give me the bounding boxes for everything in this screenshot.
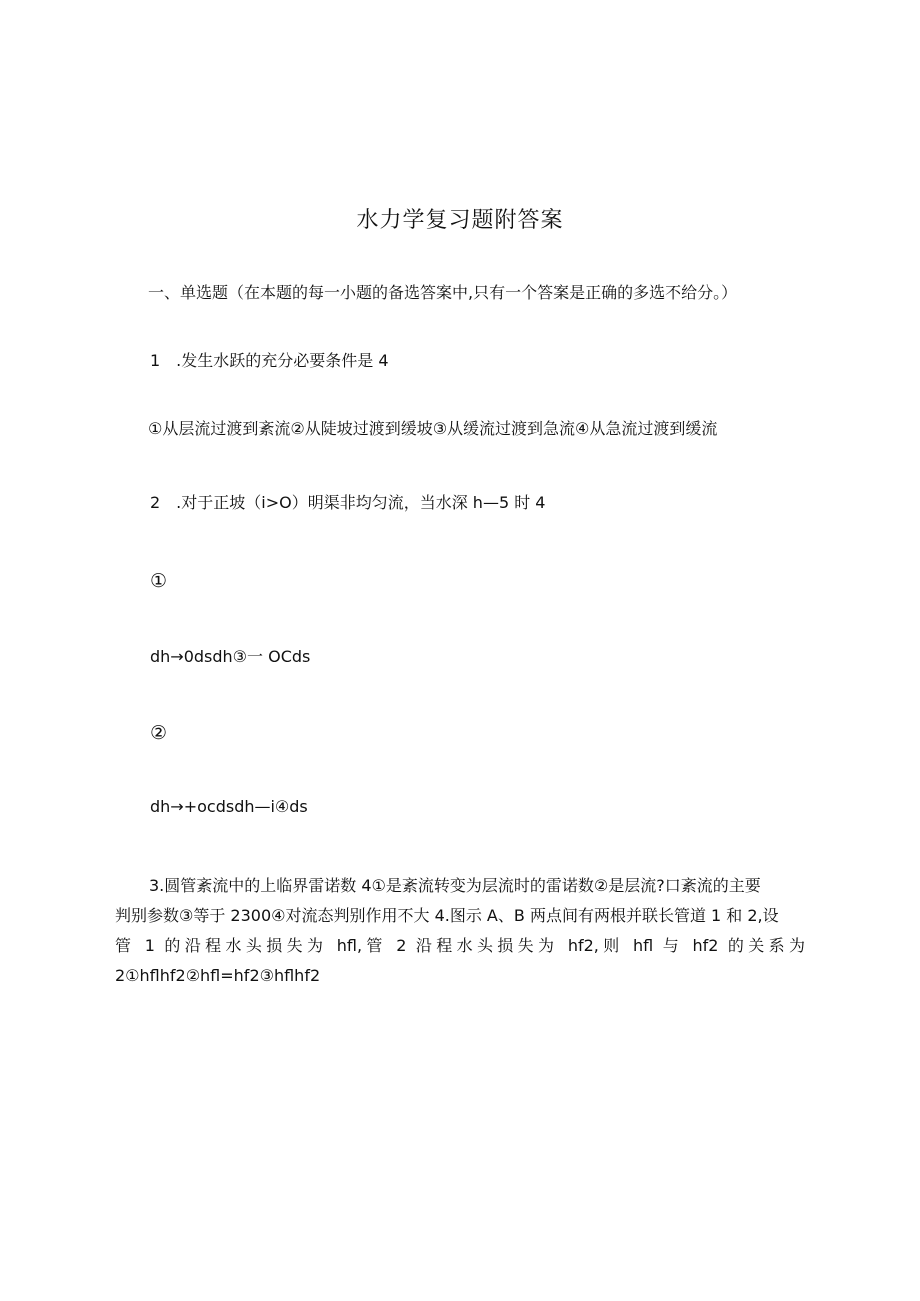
question-2: 2 .对于正坡（i>O）明渠非均匀流，当水深 h—5 时 4 xyxy=(150,493,546,512)
question-2-option-marker-2: ② xyxy=(150,722,168,744)
document-title: 水力学复习题附答案 xyxy=(356,208,564,233)
question-2-option-marker-1: ① xyxy=(150,570,168,592)
paragraph-line-1: 3.圆管紊流中的上临界雷诺数 4①是紊流转变为层流时的雷诺数②是层流?口紊流的主要 xyxy=(149,876,761,895)
question-1-options: ①从层流过渡到紊流②从陡坡过渡到缓坡③从缓流过渡到急流④从急流过渡到缓流 xyxy=(148,419,718,438)
paragraph-line-2: 判别参数③等于 2300④对流态判别作用不大 4.图示 A、B 两点间有两根并联长管道 1 和 2,设 xyxy=(115,906,779,925)
section-heading: 一、单选题（在本题的每一小题的备选答案中,只有一个答案是正确的多选不给分。） xyxy=(148,283,738,302)
question-2-option-formula-2: dh→+ocdsdh—i④ds xyxy=(150,797,308,816)
question-2-option-formula-1: dh→0dsdh③一 OCds xyxy=(150,647,311,666)
paragraph-line-3: 管 1 的沿程水头损失为 hfl,管 2 沿程水头损失为 hf2,则 hfl 与 hf2 的关系为 xyxy=(115,936,805,955)
questions-3-4-paragraph xyxy=(115,871,805,991)
question-1: 1 .发生水跃的充分必要条件是 4 xyxy=(150,351,389,370)
paragraph-line-4: 2①hflhf2②hfl=hf2③hflhf2 xyxy=(115,966,321,985)
